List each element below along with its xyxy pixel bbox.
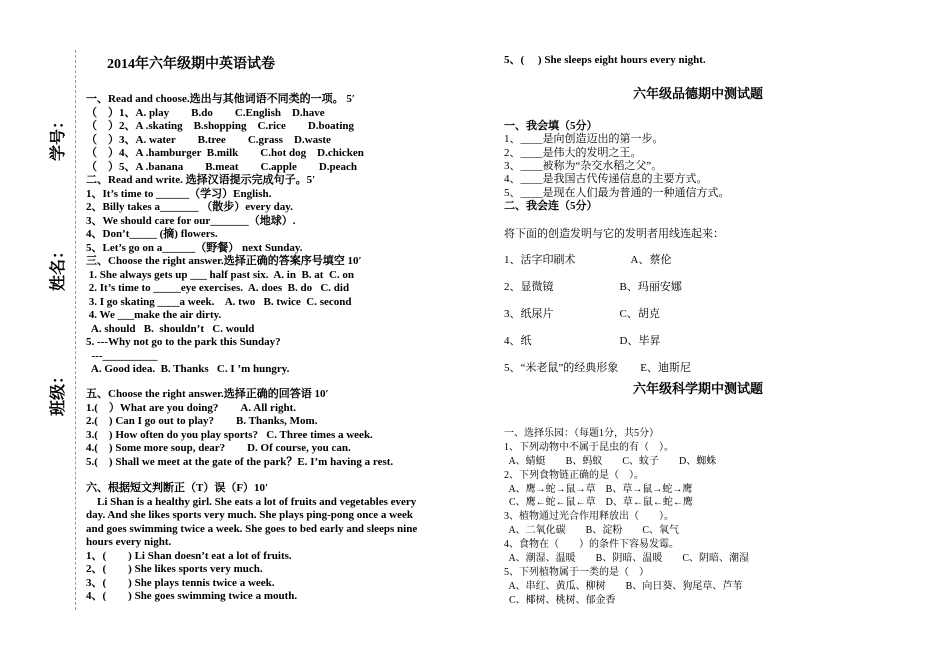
text-line: 2、显微镜 B、玛丽安娜 — [504, 281, 682, 293]
text-line: 1.( ）What are you doing? A. All right. — [86, 402, 297, 414]
text-line: 1、活字印刷术 A、蔡伦 — [504, 254, 672, 266]
text-line: 3、We should care for our_______（地球）. — [86, 215, 296, 227]
text-line: 2、____是伟大的发明之王。 — [504, 147, 642, 159]
text-line: 5、Let’s go on a______（野餐） next Sunday. — [86, 242, 303, 254]
text-line: hours every night. — [86, 536, 172, 548]
text-line: 一、我会填（5分） — [504, 120, 598, 132]
tf-question-5: 5、( ) She sleeps eight hours every night. — [504, 54, 706, 66]
student-name-label: 姓名： — [50, 242, 67, 291]
text-line: 将下面的创造发明与它的发明者用线连起来： — [504, 228, 724, 240]
binding-line — [75, 50, 76, 610]
text-line: 1、____是向创造迈出的第一步。 — [504, 133, 664, 145]
text-line: A. Good idea. B. Thanks C. I ’m hungry. — [86, 363, 290, 375]
text-line: 4. We ___make the air dirty. — [86, 309, 222, 321]
text-line: 5、“米老鼠”的经典形象 E、迪斯尼 — [504, 362, 691, 374]
text-line: 3.( ) How often do you play sports? C. Three times a week. — [86, 429, 373, 441]
text-line: 2、下列食物链正确的是（ ）。 — [504, 470, 644, 481]
text-line: C、鹰←蛇←鼠←草 D、草←鼠←蛇←鹰 — [504, 497, 693, 508]
text-line: 2、( ) She likes sports very much. — [86, 563, 263, 575]
text-line: 2. It’s time to _____eye exercises. A. does B. do C. did — [86, 282, 350, 294]
text-line: ---__________ — [86, 350, 158, 362]
text-line: 4、____是我国古代传递信息的主要方式。 — [504, 173, 708, 185]
text-line: 2.( ) Can I go out to play? B. Thanks, Mom. — [86, 415, 318, 427]
text-line: （ ）2、A .skating B.shopping C.rice D.boating — [86, 120, 355, 132]
text-line: （ ）5、A .banana B.meat C.apple D.peach — [86, 161, 358, 173]
text-line: 4、( ) She goes swimming twice a mouth. — [86, 590, 298, 602]
text-line: 3、____被称为“杂交水稻之父”。 — [504, 160, 663, 172]
text-line: （ ）3、A. water B.tree C.grass D.waste — [86, 134, 331, 146]
text-line: A、鹰→蛇→鼠→草 B、草→鼠→蛇→鹰 — [504, 484, 693, 495]
text-line: 3. I go skating ____a week. A. two B. twice C. second — [86, 296, 352, 308]
text-line: 一、选择乐园：（每题1分，共5分） — [504, 428, 659, 439]
text-line: （ ）1、A. play B.do C.English D.have — [86, 107, 325, 119]
class-label: 班级： — [50, 367, 67, 416]
text-line: day. And she likes sports very much. She plays ping-pong once a week — [86, 509, 413, 521]
text-line: A、潮湿、温暖 B、阴暗、温暖 C、阴暗、潮湿 — [504, 553, 750, 564]
text-line: 4、Don’t_____ (摘) flowers. — [86, 228, 218, 240]
text-line: 3、纸尿片 C、胡克 — [504, 308, 660, 320]
text-line: and goes swimming twice a week. She goes to bed early and sleeps nine — [86, 523, 418, 535]
english-exam-title: 2014年六年级期中英语试卷 — [107, 57, 275, 72]
text-line: 1、( ) Li Shan doesn’t eat a lot of fruits. — [86, 550, 292, 562]
text-line: 4.( ) Some more soup, dear? D. Of course, you can. — [86, 442, 351, 454]
text-line: 3、植物通过光合作用释放出（ ）。 — [504, 511, 674, 522]
text-line: A、串红、黄瓜、柳树 B、向日葵、狗尾草、芦苇 — [504, 581, 743, 592]
text-line: 三、Choose the right answer.选择正确的答案序号填空 10′ — [86, 255, 362, 267]
text-line: 4、食物在（ ）的条件下容易发霉。 — [504, 539, 679, 550]
text-line: 1、It’s time to ______（学习）English. — [86, 188, 272, 200]
text-line: A、二氧化碳 B、淀粉 C、氧气 — [504, 525, 680, 536]
text-line: 5. ---Why not go to the park this Sunday? — [86, 336, 281, 348]
text-line: 1、下列动物中不属于昆虫的有（ ）。 — [504, 442, 674, 453]
text-line: （ ）4、A .hamburger B.milk C.hot dog D.chicken — [86, 147, 364, 159]
text-line: 5、下列植物属于一类的是（ ） — [504, 567, 649, 578]
text-line: 2、Billy takes a_______ （散步）every day. — [86, 201, 293, 213]
text-line: 五、Choose the right answer.选择正确的回答语 10′ — [86, 388, 329, 400]
text-line: 3、( ) She plays tennis twice a week. — [86, 577, 275, 589]
text-line: 二、我会连（5分） — [504, 200, 598, 212]
text-line: Li Shan is a healthy girl. She eats a lot of fruits and vegetables every — [86, 496, 417, 508]
moral-exam-title: 六年级品德期中测试题 — [633, 86, 764, 101]
text-line: A、蜻蜓 B、蚂蚁 C、蚊子 D、蜘蛛 — [504, 456, 717, 467]
text-line: A. should B. shouldn’t C. would — [86, 323, 255, 335]
text-line: 5.( ) Shall we meet at the gate of the park？E. I’m having a rest. — [86, 456, 394, 468]
text-line: 4、纸 D、毕昇 — [504, 335, 661, 347]
science-exam-title: 六年级科学期中测试题 — [633, 381, 764, 396]
text-line: C、椰树、桃树、郁金香 — [504, 595, 616, 606]
text-line: 二、Read and write. 选择汉语提示完成句子。5′ — [86, 174, 316, 186]
student-number-label: 学号： — [50, 112, 67, 161]
text-line: 5、____是现在人们最为普通的一种通信方式。 — [504, 187, 730, 199]
text-line: 六、根据短文判断正（T）误（F）10′ — [86, 482, 269, 494]
text-line: 1. She always gets up ___ half past six. A. in B. at C. on — [86, 269, 355, 281]
text-line: 一、Read and choose.选出与其他词语不同类的一项。 5′ — [86, 93, 355, 105]
